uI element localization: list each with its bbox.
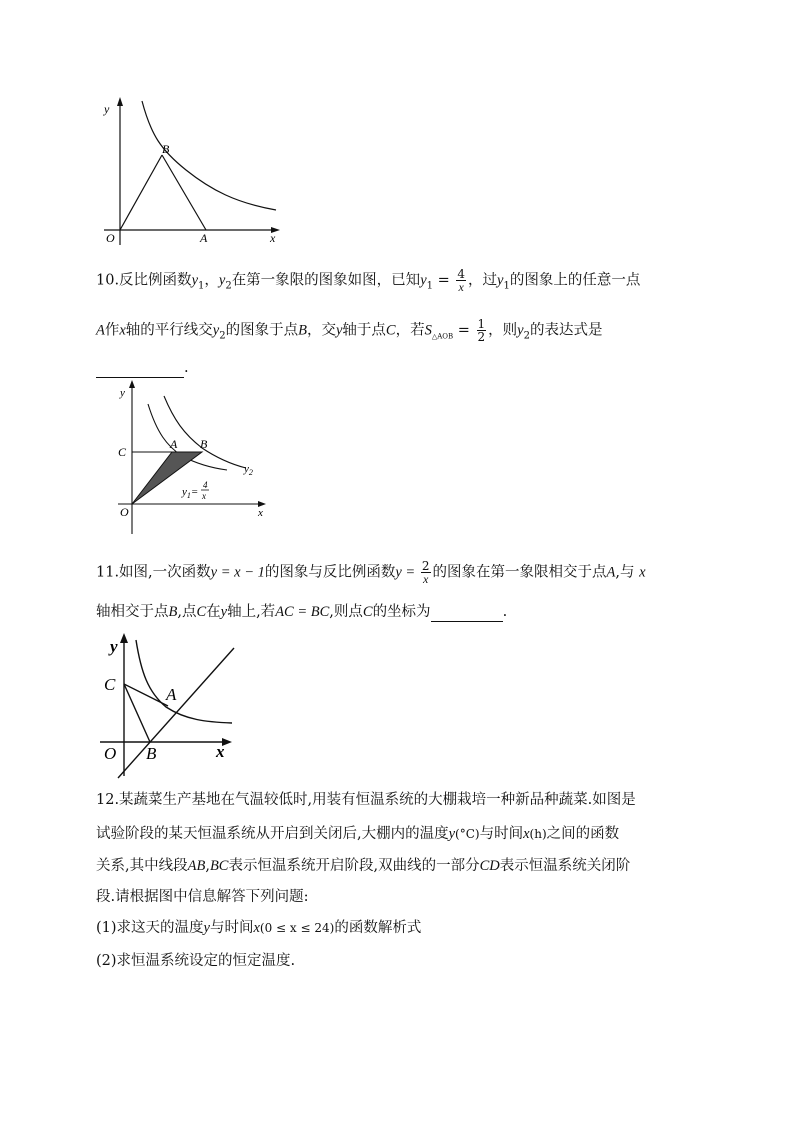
y-axis-arrow bbox=[129, 380, 135, 388]
figure-q10 bbox=[112, 378, 272, 538]
label-B: B bbox=[146, 744, 157, 763]
q12-line-2: 试验阶段的某天恒温系统从开启到关闭后,大棚内的温度y(°C)与时间x(h)之间的函数 bbox=[96, 826, 620, 842]
label-frac-den: x bbox=[202, 491, 206, 501]
segment-CA bbox=[124, 684, 168, 706]
q10-line-2: A作x轴的平行线交$y_2$的图象于点B，交y轴于点C，若$S_{\triangle AOB}$ = $\frac{1}{2}$ ，则$y_2$的表达式是 bbox=[96, 317, 603, 344]
figure-q11 bbox=[96, 632, 246, 780]
label-y: y bbox=[120, 387, 125, 399]
y-axis-arrow bbox=[120, 633, 128, 643]
figure-q9 bbox=[96, 95, 286, 255]
fraction-4-over-x: $\frac{4}{x}$ bbox=[457, 267, 466, 294]
q11-line-2: 轴相交于点B,点C在y轴上,若AC = BC,则点C的坐标为 . bbox=[96, 604, 508, 620]
q12-line-3: 关系,其中线段AB,BC表示恒温系统开启阶段,双曲线的一部分CD表示恒温系统关闭阶 bbox=[96, 858, 631, 874]
fraction-2-over-x: $\frac{2}{x}$ bbox=[421, 559, 430, 586]
segment-BA bbox=[162, 155, 206, 230]
figure-q9-svg bbox=[96, 95, 286, 255]
q12-line-6: (2)求恒温系统设定的恒定温度. bbox=[96, 953, 296, 969]
label-y: y bbox=[104, 102, 110, 116]
segment-OB bbox=[120, 155, 162, 230]
label-x: x bbox=[258, 507, 263, 519]
label-B: B bbox=[200, 437, 208, 451]
label-A: A bbox=[200, 231, 208, 245]
answer-blank-q10[interactable] bbox=[96, 363, 184, 378]
label-y: y bbox=[110, 637, 118, 656]
label-x: x bbox=[216, 742, 225, 761]
q12-line-5: (1)求这天的温度y与时间x(0 ≤ x ≤ 24)的函数解析式 bbox=[96, 920, 422, 936]
label-y2: $y_2$ bbox=[244, 463, 253, 477]
label-frac-num: 4 bbox=[203, 480, 208, 490]
figure-q11-svg bbox=[96, 632, 246, 780]
label-B: B bbox=[162, 142, 170, 156]
figure-q10-svg bbox=[112, 378, 272, 538]
q12-line-1: 12.某蔬菜生产基地在气温较低时,用装有恒温系统的大棚栽培一种新品种蔬菜.如图是 bbox=[96, 792, 636, 808]
answer-blank-q11[interactable] bbox=[431, 607, 503, 622]
q10-line-1: 10.反比例函数$y_1$，$y_2$在第一象限的图象如图，已知$y_1$ = $\frac{4}{x}$ ，过$y_1$的图象上的任意一点 bbox=[96, 267, 641, 294]
label-A: A bbox=[166, 685, 177, 704]
label-x: x bbox=[270, 231, 276, 245]
label-C: C bbox=[118, 445, 127, 459]
label-y1: $y_1=$ bbox=[182, 486, 199, 500]
q11-line-1: 11.如图,一次函数y = x − 1的图象与反比例函数y = $\frac{2}{x}$ 的图象在第一象限相交于点A,与 x bbox=[96, 559, 646, 586]
label-O: O bbox=[104, 744, 117, 763]
label-A: A bbox=[170, 437, 178, 451]
label-O: O bbox=[120, 505, 129, 519]
hyperbola-curve bbox=[136, 640, 232, 723]
segment-CB bbox=[124, 684, 150, 742]
q10-line-3: . bbox=[96, 358, 189, 378]
q12-line-4: 段.请根据图中信息解答下列问题: bbox=[96, 889, 309, 905]
fraction-1-over-2: $\frac{1}{2}$ bbox=[477, 317, 486, 344]
label-O: O bbox=[106, 231, 115, 245]
y-axis-arrow bbox=[117, 97, 123, 106]
label-C: C bbox=[104, 675, 116, 694]
